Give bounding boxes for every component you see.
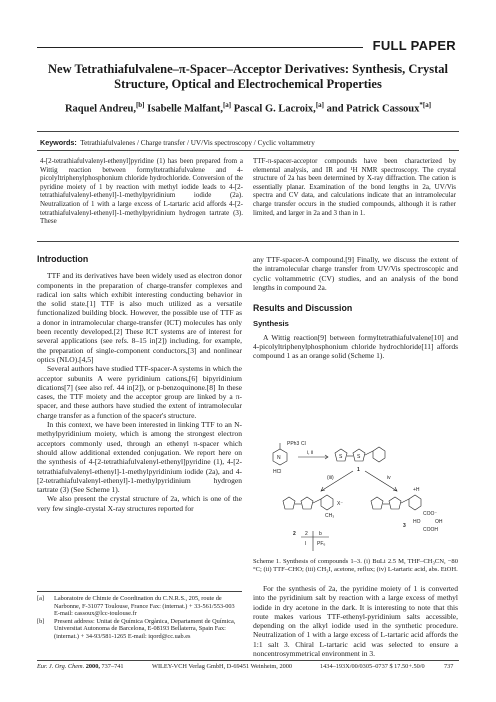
author-name: Raquel Andreu, [64,103,136,115]
abstract-right: TTF-π-spacer-acceptor compounds have been characterized by elemental analysis, and IR and ¹H NMR spectroscopy. The crystal structure of 2a has been determined by X-ray diffraction. The cation is essentially planar. Examination of the bond lengths in 2a, UV/Vis spectra and CV data, and calculations indicate that an intramolecular charge transfer occurs in the studied compounds, although it is rather limited, and larger in 2a and 3 than in 1. [253,157,456,217]
scheme-label: COOH [423,527,438,533]
paragraph: Several authors have studied TTF-spacer-A systems in which the acceptor subunits A were pyridinium cations,[6] bipyridinium dications[7] (see also ref. 44 in[2]), or p-benzoquinone.[8] In these cases, the TTF moiety and the acceptor group are linked by a π-spacer, and these authors have studied the extent of intramolecular charge transfer as a function of the spacer's structure. [37,364,242,420]
subsection-heading-synthesis: Synthesis [253,319,289,329]
scheme-label: Cl [301,441,306,447]
author-list [40,101,456,115]
scheme-label: S [357,454,361,460]
paragraph: In this context, we have been interested in linking TTF to an N-methylpyridinium moiety, which is among the strongest electron acceptors commonly used, through an ethenyl π-spacer which should allow additional extended conjugation. We report here on the synthesis of 4-[2-tetrathiafulvalenyl-ethenyl]pyridine (1), 4-[2-tetrathiafulvalenyl-ethenyl]-1-methylpyridinium iodide (2a), and 4-[2-tetrathiafulvalenyl-ethenyl]-1-methylpyridinium hydrogen tartrate (3) (See Scheme 1). [37,420,242,495]
footnote [37,595,242,618]
footnote-text: Present address: Unitat de Química Orgànica, Departament de Química, Universitat Autonoma de Barcelona, E-08193 Bellaterra, Spain Fax: (internat.) + 34-93/581-1265 E-mail: iqord@cc.uab.es [54,617,236,640]
table-header: b [319,531,322,537]
page-number: 737 [444,663,454,670]
scheme-label: (iii) [327,475,334,481]
section-label: FULL PAPER [372,38,456,53]
scheme-label: X⁻ [337,501,343,507]
footnotes [37,595,242,641]
scheme-label: S [339,454,343,460]
scheme-label: HO [413,519,421,525]
author-name: Isabelle Malfant, [147,103,223,115]
scheme-caption: Scheme 1. Synthesis of compounds 1–3. (i) BuLi 2.5 M, THF–CH₃CN, −80 °C; (ii) TTF–CHO; (iii) CH₃I, acetone, reflux; (iv) L-tartaric acid, abs. EtOH. [253,558,458,573]
footnote-mark: [b] [37,617,45,625]
author-name: Pascal G. Lacroix, [233,103,316,115]
scheme-label: COO⁻ [423,511,438,517]
author-name: and Patrick Cassoux [326,103,420,115]
scheme-label: i, ii [307,450,314,456]
affiliation-mark: [a] [222,101,232,109]
left-column [37,255,242,513]
footnote-divider [37,591,242,592]
journal-year: 2000, [85,663,100,670]
header-rule [37,47,363,48]
scheme-label: iv [387,475,391,481]
paragraph: We also present the crystal structure of 2a, which is one of the very few single-crystal X-ray structures reported for [37,494,242,513]
divider [37,131,459,132]
scheme-label: +H [413,487,420,493]
table-cell: I [305,541,307,547]
keywords [40,138,458,147]
journal-name: Eur. J. Org. Chem. [37,663,85,670]
affiliation-mark: [a] [315,101,324,109]
footer-divider [37,660,459,661]
right-column [253,255,458,361]
compound-number: 1 [357,467,360,473]
scheme-label: PPh3 [287,441,300,447]
affiliation-mark: *[a] [419,101,432,109]
scheme-label: HCl [273,469,282,475]
footer-citation [37,663,124,670]
footnote-mark: [a] [37,595,44,602]
table-header: 2 [305,531,308,537]
scheme-label: CH₃ [325,513,335,519]
footnote [37,618,242,641]
pyridine-ring [373,447,385,462]
section-heading-results: Results and Discussion [253,303,353,314]
compound-number: 3 [403,523,406,529]
scheme-label: N [277,455,281,461]
keywords-label: Keywords: [40,138,77,147]
scheme-figure [253,439,458,557]
footnote-text: Laboratoire de Chimie de Coordination du C.N.R.S., 205, route de Narbonne, F-31077 Toulouse, France Fax: (internat.) + 33-561/553-003 E-mail: cassoux@lcc-toulouse.fr [54,595,235,618]
footer-publisher: WILEY-VCH Verlag GmbH, D-69451 Weinheim, 2000 [152,663,293,670]
paragraph: TTF and its derivatives have been widely used as electron donor components in the preparation of charge-transfer complexes and radical ion salts which exhibit interesting conducting behavior in the solid state.[1] TTF is also much utilized as a versatile functionalized building block. However, the possible use of TTF as a donor in intramolecular charge-transfer (ICT) molecules has only been recently developed.[2] These ICT systems are of interest for several applications (see refs. 8–15 in[2]) including, for example, the preparation of single-component conductors,[3] and nonlinear optics (NLO).[4,5] [37,271,242,364]
section-heading-introduction: Introduction [37,254,89,264]
keywords-text: Tetrathiafulvalenes / Charge transfer / UV/Vis spectroscopy / Cyclic voltammetry [80,139,315,147]
affiliation-mark: [b] [135,101,145,109]
table-cell: PF₆ [317,541,326,547]
right-column-lower [253,584,458,658]
paragraph: For the synthesis of 2a, the pyridine moiety of 1 is converted into the pyridinium salt by reaction with a large excess of methyl iodide in dry acetone in the dark. It is interesting to note that this route makes various TTF-ethenyl-pyridinium salts accessible, depending on the alkyl iodide used in the synthetic procedure. Neutralization of 1 with a large excess of L-tartaric acid affords the 1:1 salt 3. Chiral L-tartaric acid was selected to ensure a noncentrosymmetrical environment in 3. [253,584,458,659]
journal-pages: 737–741 [101,663,124,670]
paragraph: A Wittig reaction[9] between formyltetrathiafulvalene[10] and 4-picolyltriphenylphosphonium chloride hydrochloride[11] affords compound 1 as an orange solid (Scheme 1). [253,332,458,361]
divider [37,241,459,242]
reaction-scheme-drawing [253,439,458,557]
scheme-label: OH [435,519,443,525]
paragraph: any TTF-spacer-A compound.[9] Finally, we discuss the extent of the intramolecular charge transfer from UV/Vis spectroscopic and cyclic voltammetric (CV) studies, and an analysis of the bond lengths in compound 2a. [253,255,458,292]
footer-issn: 1434–193X/00/0305–0737 $ 17.50+.50/0 [320,663,425,670]
compound-number: 2 [293,531,296,537]
abstract-left: 4-[2-tetrathiafulvalenyl-ethenyl]pyridine (1) has been prepared from a Wittig reaction between formyltetrathiafulvalene and 4-picolyltriphenylphosphonium chloride hydrochloride. Conversion of the pyridine moiety of 1 by reaction with methyl iodide leads to 4-[2-tetrathiafulvalenyl-ethenyl]-1-methylpyridinium iodide (2a). Neutralization of 1 with a large excess of L-tartaric acid affords 4-[2-tetrathiafulvalenyl-ethenyl]-1-methylpyridinium hydrogen tartrate (3). These [40,157,243,226]
divider [37,150,459,151]
paper-title: New Tetrathiafulvalene–π-Spacer–Acceptor Derivatives: Synthesis, Crystal Structure, Optical and Electrochemical Properties [48,62,448,91]
